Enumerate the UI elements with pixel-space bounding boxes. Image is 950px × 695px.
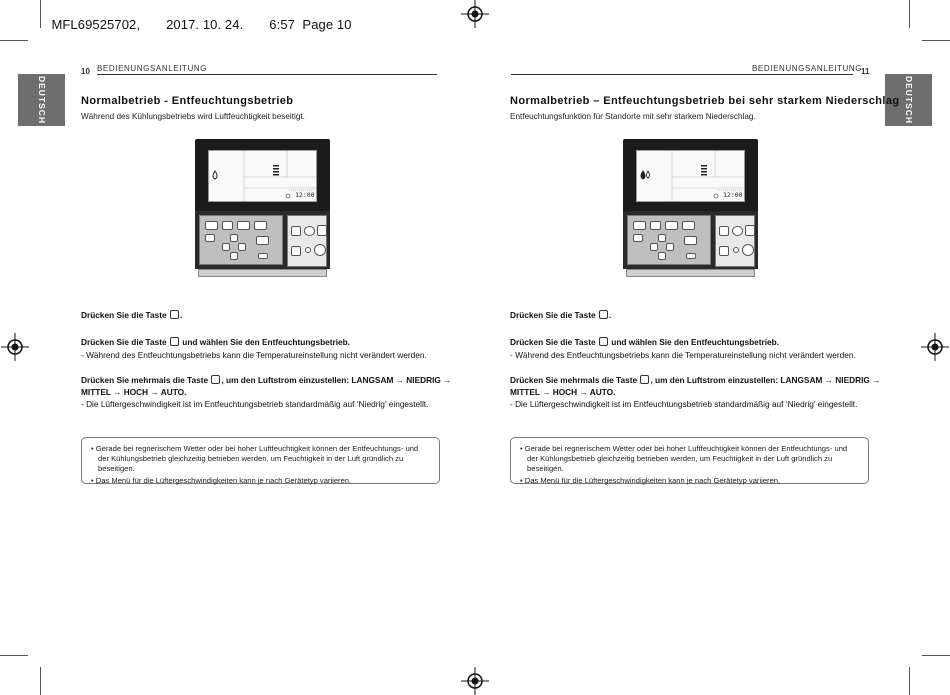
arrow-left-icon bbox=[222, 243, 230, 251]
section-title: Normalbetrieb – Entfeuchtungsbetrieb bei sehr starkem Niederschlag bbox=[510, 95, 900, 107]
step-1: Drücken Sie die Taste . bbox=[510, 310, 612, 320]
step-3-note: - Die Lüftergeschwindigkeit ist im Entfeuchtungsbetrieb standardmäßig auf ‘Niedrig’ eingestellt. bbox=[510, 399, 858, 409]
arrow-right-icon bbox=[238, 243, 246, 251]
controller-button-flap bbox=[199, 215, 283, 265]
crop-mark bbox=[909, 667, 910, 695]
button-icon bbox=[665, 221, 678, 230]
page-number: 10 bbox=[81, 67, 90, 76]
arrow-left-icon bbox=[650, 243, 658, 251]
temp-down-icon bbox=[291, 246, 301, 256]
note-box bbox=[510, 437, 869, 484]
note-item: • Gerade bei regnerischem Wetter oder bei hoher Luftfeuchtigkeit können der Entfeuchtungs- und der Kühlungsbetrieb gleichzeitig betrieben werden, um Feuchtigkeit in der Luft gründlich zu beseitigen. bbox=[91, 444, 419, 473]
arrow-down-icon bbox=[230, 252, 238, 260]
button-icon bbox=[684, 236, 697, 245]
note-item: • Gerade bei regnerischem Wetter oder bei hoher Luftfeuchtigkeit können der Entfeuchtungs- und der Kühlungsbetrieb gleichzeitig betrieben werden, um Feuchtigkeit in der Luft gründlich zu beseitigen. bbox=[520, 444, 848, 473]
button-icon bbox=[254, 221, 267, 230]
crop-mark bbox=[0, 40, 28, 41]
print-file-id: MFL69525702, bbox=[51, 17, 141, 32]
arrow-right-icon bbox=[666, 243, 674, 251]
gear-icon bbox=[650, 221, 661, 230]
step-3-continued: MITTEL → HOCH → AUTO. bbox=[81, 387, 187, 397]
controller-display bbox=[208, 150, 317, 202]
print-header bbox=[44, 2, 378, 32]
controller-base bbox=[198, 269, 327, 277]
mode-button-icon bbox=[170, 337, 179, 346]
crop-mark bbox=[909, 0, 910, 28]
language-tab: DEUTSCH bbox=[18, 74, 65, 126]
step-2: Drücken Sie die Taste und wählen Sie den Entfeuchtungsbetrieb. bbox=[81, 337, 351, 347]
step-3: Drücken Sie mehrmals die Taste , um den Luftstrom einzustellen: LANGSAM → NIEDRIG → bbox=[510, 375, 881, 385]
button-icon bbox=[633, 221, 646, 230]
step-3: Drücken Sie mehrmals die Taste , um den Luftstrom einzustellen: LANGSAM → NIEDRIG → bbox=[81, 375, 452, 385]
step-2-note: - Während des Entfeuchtungsbetriebs kann die Temperatureinstellung nicht verändert werden. bbox=[510, 350, 856, 360]
clock-icon bbox=[205, 234, 215, 242]
controller-display bbox=[636, 150, 745, 202]
note-box bbox=[81, 437, 440, 484]
note-item: • Das Menü für die Lüftergeschwindigkeiten kann je nach Gerätetyp variieren. bbox=[91, 476, 352, 485]
crop-mark bbox=[0, 655, 28, 656]
fan-speed-button-icon bbox=[732, 226, 743, 236]
registration-mark-icon bbox=[461, 0, 489, 28]
registration-mark-icon bbox=[461, 667, 489, 695]
temp-down-icon bbox=[719, 246, 729, 256]
header-rule bbox=[97, 74, 437, 75]
crop-mark bbox=[40, 667, 41, 695]
section-subtitle: Entfeuchtungsfunktion für Standorte mit sehr starkem Niederschlag. bbox=[510, 112, 756, 121]
controller-main-panel bbox=[287, 215, 327, 267]
dehumidify-droplet-icon bbox=[641, 171, 645, 179]
header-rule bbox=[511, 74, 853, 75]
step-2: Drücken Sie die Taste und wählen Sie den Entfeuchtungsbetrieb. bbox=[510, 337, 780, 347]
button-icon bbox=[686, 253, 696, 259]
arrow-up-icon bbox=[230, 234, 238, 242]
temp-up-icon bbox=[291, 226, 301, 236]
fan-speed-button-icon bbox=[211, 375, 220, 384]
step-2-note: - Während des Entfeuchtungsbetriebs kann die Temperatureinstellung nicht verändert werden. bbox=[81, 350, 427, 360]
gear-icon bbox=[222, 221, 233, 230]
crop-mark bbox=[40, 0, 41, 28]
running-head: BEDIENUNGSANLEITUNG bbox=[752, 64, 863, 73]
clock-icon bbox=[633, 234, 643, 242]
print-date: 2017. 10. 24. bbox=[166, 17, 244, 32]
section-title: Normalbetrieb - Entfeuchtungsbetrieb bbox=[81, 95, 294, 107]
button-icon bbox=[258, 253, 268, 259]
step-1: Drücken Sie die Taste . bbox=[81, 310, 183, 320]
button-icon bbox=[682, 221, 695, 230]
power-button-icon bbox=[317, 225, 327, 236]
crop-mark bbox=[922, 655, 950, 656]
step-3-note: - Die Lüftergeschwindigkeit ist im Entfeuchtungsbetrieb standardmäßig auf ‘Niedrig’ eingestellt. bbox=[81, 399, 429, 409]
mode-button-icon bbox=[599, 337, 608, 346]
indicator-icon bbox=[733, 247, 739, 253]
arrow-down-icon bbox=[658, 252, 666, 260]
remote-controller-illustration bbox=[195, 139, 330, 277]
print-time-page: 6:57 Page 10 bbox=[269, 17, 352, 32]
indicator-icon bbox=[305, 247, 311, 253]
dehumidify-droplet-icon bbox=[213, 171, 217, 179]
power-button-icon bbox=[170, 310, 179, 319]
crop-mark bbox=[922, 40, 950, 41]
mode-button-icon bbox=[314, 244, 326, 256]
mode-button-icon bbox=[742, 244, 754, 256]
controller-button-flap bbox=[627, 215, 711, 265]
note-item: • Das Menü für die Lüftergeschwindigkeiten kann je nach Gerätetyp variieren. bbox=[520, 476, 781, 485]
display-clock: 12:00 bbox=[723, 191, 743, 199]
controller-base bbox=[626, 269, 755, 277]
display-clock: 12:00 bbox=[295, 191, 315, 199]
button-icon bbox=[256, 236, 269, 245]
fan-speed-button-icon bbox=[304, 226, 315, 236]
controller-main-panel bbox=[715, 215, 755, 267]
remote-controller-illustration bbox=[623, 139, 758, 277]
page-number: 11 bbox=[861, 67, 870, 76]
button-icon bbox=[237, 221, 250, 230]
registration-mark-icon bbox=[921, 333, 949, 361]
registration-mark-icon bbox=[1, 333, 29, 361]
power-button-icon bbox=[599, 310, 608, 319]
power-button-icon bbox=[745, 225, 755, 236]
section-subtitle: Während des Kühlungsbetriebs wird Luftfeuchtigkeit beseitigt. bbox=[81, 112, 305, 121]
arrow-up-icon bbox=[658, 234, 666, 242]
running-head: BEDIENUNGSANLEITUNG bbox=[97, 64, 208, 73]
temp-up-icon bbox=[719, 226, 729, 236]
button-icon bbox=[205, 221, 218, 230]
fan-speed-button-icon bbox=[640, 375, 649, 384]
step-3-continued: MITTEL → HOCH → AUTO. bbox=[510, 387, 616, 397]
language-tab: DEUTSCH bbox=[885, 74, 932, 126]
